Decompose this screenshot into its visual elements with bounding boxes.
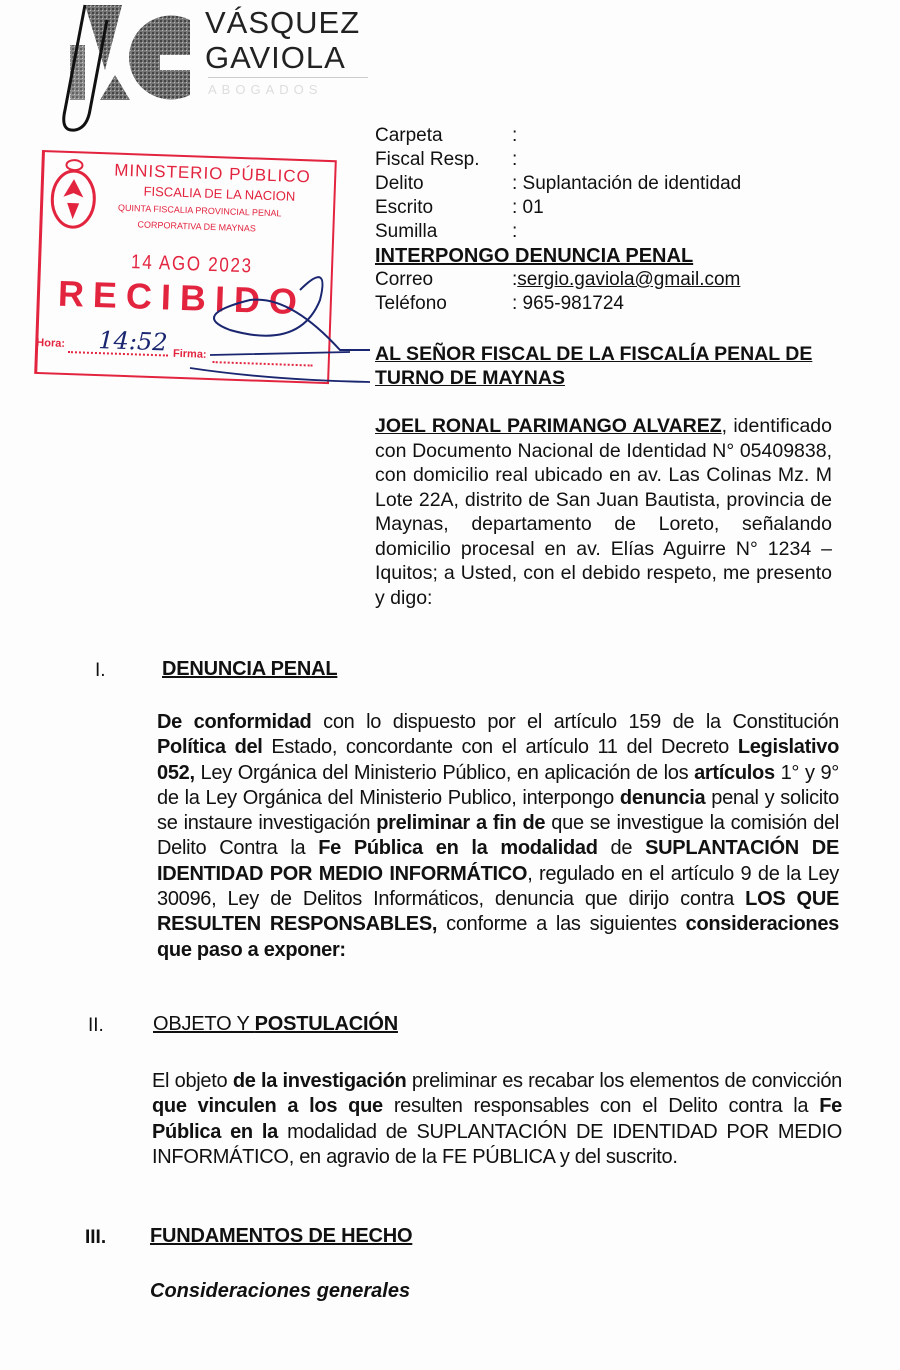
text-run: Ley Orgánica del Ministerio Público, en aplicación de los [194, 761, 695, 784]
info-label: Escrito [375, 197, 434, 218]
stamp-hora-label: Hora: [36, 336, 66, 350]
text-run: De conformidad [157, 711, 312, 733]
sumilla-row [375, 244, 741, 268]
info-row-correo [375, 268, 741, 292]
text-run: de [597, 837, 646, 860]
email-link[interactable]: sergio.gaviola@gmail.com [517, 269, 741, 290]
info-label: Carpeta [375, 125, 443, 146]
brand-subtitle: ABOGADOS [208, 82, 323, 97]
text-run: denuncia [619, 786, 706, 809]
title-run: POSTULACIÓN [254, 1013, 398, 1035]
text-run: con lo dispuesto por el artículo 159 de la Constitución [311, 711, 839, 733]
info-label: Teléfono [375, 293, 447, 314]
text-run: 1° y 9° de la Ley Orgánica del Ministerio Publico, interpongo [157, 761, 839, 809]
section-3-subtitle: Consideraciones generales [150, 1280, 411, 1302]
national-seal-icon [48, 156, 99, 232]
text-run: conforme a las siguientes [437, 913, 686, 936]
text-run: LOS QUE RESULTEN RESPONSABLES, [157, 888, 839, 936]
text-run: Legislativo 052, [157, 736, 839, 784]
stamp-office: FISCALIA DE LA NACION [143, 183, 296, 204]
intro-text: , identificado con Documento Nacional de Identidad N° 05409838, con domicilio real ubicado en av. Las Colinas Mz. M Lote 22A, distrito de San Juan Bautista, provincia de Maynas, departamento de Loreto, señalando domicilio procesal en av. Elías Aguirre N° 1234 – Iquitos; a Usted, con el debido respeto, me presento y digo: [375, 415, 832, 609]
info-label: Fiscal Resp. [375, 149, 480, 170]
brand-name-line-2: GAVIOLA [205, 40, 346, 75]
text-run: , regulado en el artículo 9 de la Ley 30096, Ley de Delitos Informáticos, denuncia que dirijo contra [157, 862, 839, 911]
info-row-fiscal [375, 148, 741, 172]
section-2-number: II. [88, 1015, 104, 1036]
info-colon: : [512, 269, 518, 290]
stamp-jurisdiction: CORPORATIVA DE MAYNAS [137, 219, 257, 234]
text-run [226, 736, 235, 758]
info-label: Sumilla [375, 221, 438, 242]
text-run: modalidad de SUPLANTACIÓN DE IDENTIDAD POR MEDIO INFORMÁTICO, en agravio de la FE PÚBLICA y del suscrito. [152, 1120, 842, 1168]
info-value: : 01 [512, 197, 544, 218]
info-value: : [512, 125, 518, 146]
stamp-date: 14 AGO 2023 [130, 251, 254, 278]
stamp-firma-label: Firma: [172, 347, 207, 361]
section-1-title: DENUNCIA PENAL [162, 658, 338, 680]
info-row-delito [375, 172, 741, 196]
info-row-telefono [375, 292, 741, 316]
section-2-title [153, 1013, 398, 1036]
text-run: Fe Pública en la [152, 1095, 842, 1143]
text-run: SUPLANTACIÓN DE IDENTIDAD POR MEDIO INFORMÁTICO [157, 837, 839, 885]
text-run: penal y solicito se instaure investigación [157, 786, 840, 835]
section-3-number: III. [85, 1227, 107, 1248]
stamp-status: RECIBIDO [57, 272, 307, 323]
paperclip-icon [55, 0, 115, 135]
info-row-escrito [375, 196, 741, 220]
text-run: El objeto [152, 1070, 233, 1092]
info-row-sumilla [375, 220, 741, 244]
brand-divider [208, 77, 368, 78]
info-value: : [512, 149, 518, 170]
section-2-paragraph [152, 1069, 842, 1170]
info-label: Correo [375, 269, 434, 290]
info-value: : [512, 221, 518, 242]
text-run: de la investigación [232, 1070, 407, 1092]
text-run: del [234, 736, 263, 759]
info-label: Delito [375, 173, 424, 194]
stamp-handwritten-time: 14:52 [97, 326, 169, 357]
signature-scribble-icon [150, 240, 380, 390]
text-run: Fe Pública en la modalidad [318, 837, 598, 860]
sumilla-text: INTERPONGO DENUNCIA PENAL [375, 245, 694, 267]
stamp-institution: MINISTERIO PÚBLICO [114, 160, 312, 187]
info-value: : 965-981724 [512, 293, 624, 314]
text-run: que se investigue la comisión del Delito Contra la [157, 812, 839, 860]
case-info-block [375, 124, 741, 316]
intro-paragraph [375, 414, 832, 610]
text-run: artículos [694, 761, 775, 784]
brand-name-line-1: VÁSQUEZ [205, 5, 361, 40]
addressee-heading: AL SEÑOR FISCAL DE LA FISCALÍA PENAL DE TURNO DE MAYNAS [375, 343, 813, 389]
info-row-carpeta [375, 124, 741, 148]
complainant-name: JOEL RONAL PARIMANGO ALVAREZ [375, 415, 722, 437]
text-run: que vinculen a los que [152, 1095, 383, 1118]
section-1-number: I. [95, 660, 106, 681]
text-run: Estado, concordante con el artículo 11 del Decreto [262, 736, 738, 759]
text-run: Política [157, 736, 226, 759]
text-run: preliminar es recabar los elementos de convicción [406, 1070, 843, 1092]
text-run: resulten responsables con el Delito contra la [382, 1095, 820, 1118]
stamp-department: QUINTA FISCALIA PROVINCIAL PENAL [117, 202, 282, 219]
title-run: OBJETO Y [153, 1013, 255, 1035]
info-value: : Suplantación de identidad [512, 173, 742, 194]
text-run: consideraciones que paso a exponer: [157, 913, 839, 961]
text-run: preliminar a fin de [376, 812, 546, 835]
section-1-paragraph [157, 710, 839, 963]
section-3-title: FUNDAMENTOS DE HECHO [150, 1225, 413, 1247]
